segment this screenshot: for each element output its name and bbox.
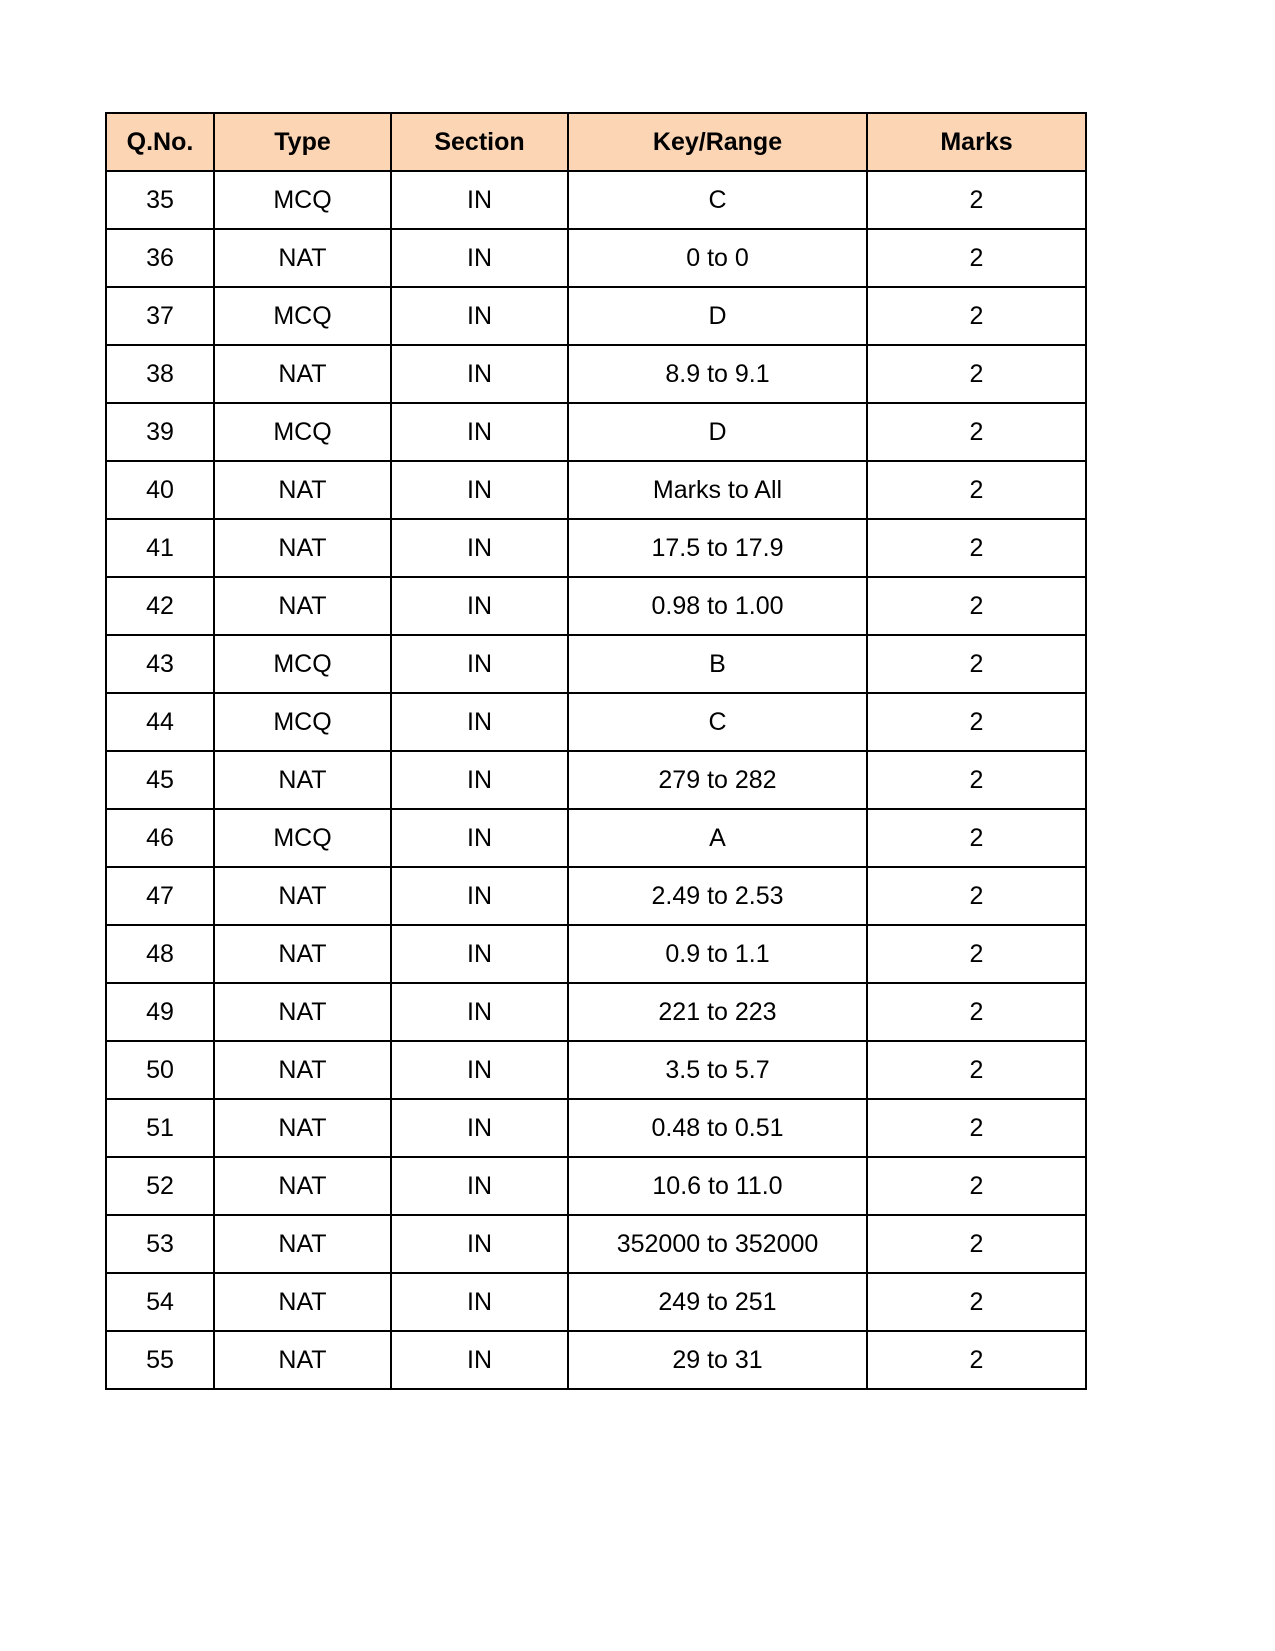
type-cell: NAT <box>214 867 391 925</box>
marks-cell: 2 <box>867 693 1086 751</box>
type-cell: NAT <box>214 1273 391 1331</box>
marks-cell: 2 <box>867 287 1086 345</box>
qno-cell: 36 <box>106 229 214 287</box>
type-cell: NAT <box>214 1157 391 1215</box>
answer-key-table <box>105 112 1087 1390</box>
key-range-cell: D <box>568 287 867 345</box>
table-header <box>106 113 1086 171</box>
qno-cell: 51 <box>106 1099 214 1157</box>
marks-cell: 2 <box>867 925 1086 983</box>
type-cell: NAT <box>214 229 391 287</box>
table-row <box>106 983 1086 1041</box>
qno-cell: 53 <box>106 1215 214 1273</box>
key-range-cell: C <box>568 693 867 751</box>
key-range-cell: 3.5 to 5.7 <box>568 1041 867 1099</box>
marks-cell: 2 <box>867 1215 1086 1273</box>
qno-cell: 49 <box>106 983 214 1041</box>
section-cell: IN <box>391 693 568 751</box>
qno-cell: 50 <box>106 1041 214 1099</box>
key-range-cell: 0.48 to 0.51 <box>568 1099 867 1157</box>
table-row <box>106 519 1086 577</box>
section-cell: IN <box>391 1331 568 1389</box>
qno-cell: 46 <box>106 809 214 867</box>
marks-cell: 2 <box>867 171 1086 229</box>
table-row <box>106 751 1086 809</box>
key-range-cell: 221 to 223 <box>568 983 867 1041</box>
type-cell: NAT <box>214 1099 391 1157</box>
marks-cell: 2 <box>867 345 1086 403</box>
table-row <box>106 461 1086 519</box>
type-cell: MCQ <box>214 809 391 867</box>
section-cell: IN <box>391 171 568 229</box>
section-cell: IN <box>391 1041 568 1099</box>
section-cell: IN <box>391 403 568 461</box>
marks-cell: 2 <box>867 1041 1086 1099</box>
table-row <box>106 867 1086 925</box>
header-marks: Marks <box>867 113 1086 171</box>
qno-cell: 42 <box>106 577 214 635</box>
section-cell: IN <box>391 577 568 635</box>
marks-cell: 2 <box>867 983 1086 1041</box>
table-body <box>106 171 1086 1389</box>
table-row <box>106 693 1086 751</box>
qno-cell: 47 <box>106 867 214 925</box>
section-cell: IN <box>391 867 568 925</box>
key-range-cell: 249 to 251 <box>568 1273 867 1331</box>
table-row <box>106 1041 1086 1099</box>
section-cell: IN <box>391 925 568 983</box>
key-range-cell: 0.98 to 1.00 <box>568 577 867 635</box>
key-range-cell: 0.9 to 1.1 <box>568 925 867 983</box>
table-row <box>106 577 1086 635</box>
table-row <box>106 403 1086 461</box>
section-cell: IN <box>391 809 568 867</box>
qno-cell: 48 <box>106 925 214 983</box>
marks-cell: 2 <box>867 809 1086 867</box>
type-cell: NAT <box>214 519 391 577</box>
section-cell: IN <box>391 345 568 403</box>
qno-cell: 39 <box>106 403 214 461</box>
key-range-cell: 0 to 0 <box>568 229 867 287</box>
header-row <box>106 113 1086 171</box>
section-cell: IN <box>391 461 568 519</box>
table-row <box>106 1273 1086 1331</box>
key-range-cell: 8.9 to 9.1 <box>568 345 867 403</box>
qno-cell: 41 <box>106 519 214 577</box>
table-row <box>106 1215 1086 1273</box>
qno-cell: 54 <box>106 1273 214 1331</box>
table-row <box>106 229 1086 287</box>
marks-cell: 2 <box>867 519 1086 577</box>
section-cell: IN <box>391 287 568 345</box>
table-row <box>106 1157 1086 1215</box>
type-cell: NAT <box>214 1041 391 1099</box>
marks-cell: 2 <box>867 577 1086 635</box>
type-cell: NAT <box>214 925 391 983</box>
table-row <box>106 1331 1086 1389</box>
section-cell: IN <box>391 635 568 693</box>
qno-cell: 38 <box>106 345 214 403</box>
qno-cell: 40 <box>106 461 214 519</box>
section-cell: IN <box>391 1273 568 1331</box>
section-cell: IN <box>391 751 568 809</box>
header-type: Type <box>214 113 391 171</box>
key-range-cell: B <box>568 635 867 693</box>
type-cell: NAT <box>214 751 391 809</box>
table-row <box>106 925 1086 983</box>
header-key-range: Key/Range <box>568 113 867 171</box>
qno-cell: 37 <box>106 287 214 345</box>
type-cell: MCQ <box>214 287 391 345</box>
marks-cell: 2 <box>867 403 1086 461</box>
table-row <box>106 287 1086 345</box>
key-range-cell: 17.5 to 17.9 <box>568 519 867 577</box>
key-range-cell: 279 to 282 <box>568 751 867 809</box>
qno-cell: 44 <box>106 693 214 751</box>
table-row <box>106 809 1086 867</box>
qno-cell: 45 <box>106 751 214 809</box>
marks-cell: 2 <box>867 1157 1086 1215</box>
type-cell: NAT <box>214 577 391 635</box>
marks-cell: 2 <box>867 461 1086 519</box>
type-cell: MCQ <box>214 635 391 693</box>
type-cell: MCQ <box>214 693 391 751</box>
section-cell: IN <box>391 229 568 287</box>
type-cell: NAT <box>214 461 391 519</box>
header-section: Section <box>391 113 568 171</box>
marks-cell: 2 <box>867 635 1086 693</box>
table-row <box>106 635 1086 693</box>
marks-cell: 2 <box>867 229 1086 287</box>
marks-cell: 2 <box>867 1331 1086 1389</box>
marks-cell: 2 <box>867 867 1086 925</box>
qno-cell: 52 <box>106 1157 214 1215</box>
section-cell: IN <box>391 1157 568 1215</box>
table-row <box>106 1099 1086 1157</box>
qno-cell: 55 <box>106 1331 214 1389</box>
section-cell: IN <box>391 1215 568 1273</box>
type-cell: NAT <box>214 345 391 403</box>
type-cell: MCQ <box>214 171 391 229</box>
table-row <box>106 171 1086 229</box>
key-range-cell: 29 to 31 <box>568 1331 867 1389</box>
header-qno: Q.No. <box>106 113 214 171</box>
key-range-cell: 2.49 to 2.53 <box>568 867 867 925</box>
key-range-cell: Marks to All <box>568 461 867 519</box>
section-cell: IN <box>391 983 568 1041</box>
table-row <box>106 345 1086 403</box>
qno-cell: 35 <box>106 171 214 229</box>
marks-cell: 2 <box>867 751 1086 809</box>
qno-cell: 43 <box>106 635 214 693</box>
marks-cell: 2 <box>867 1273 1086 1331</box>
key-range-cell: 10.6 to 11.0 <box>568 1157 867 1215</box>
key-range-cell: D <box>568 403 867 461</box>
type-cell: NAT <box>214 1215 391 1273</box>
type-cell: NAT <box>214 983 391 1041</box>
section-cell: IN <box>391 1099 568 1157</box>
type-cell: NAT <box>214 1331 391 1389</box>
key-range-cell: C <box>568 171 867 229</box>
type-cell: MCQ <box>214 403 391 461</box>
marks-cell: 2 <box>867 1099 1086 1157</box>
key-range-cell: 352000 to 352000 <box>568 1215 867 1273</box>
section-cell: IN <box>391 519 568 577</box>
key-range-cell: A <box>568 809 867 867</box>
